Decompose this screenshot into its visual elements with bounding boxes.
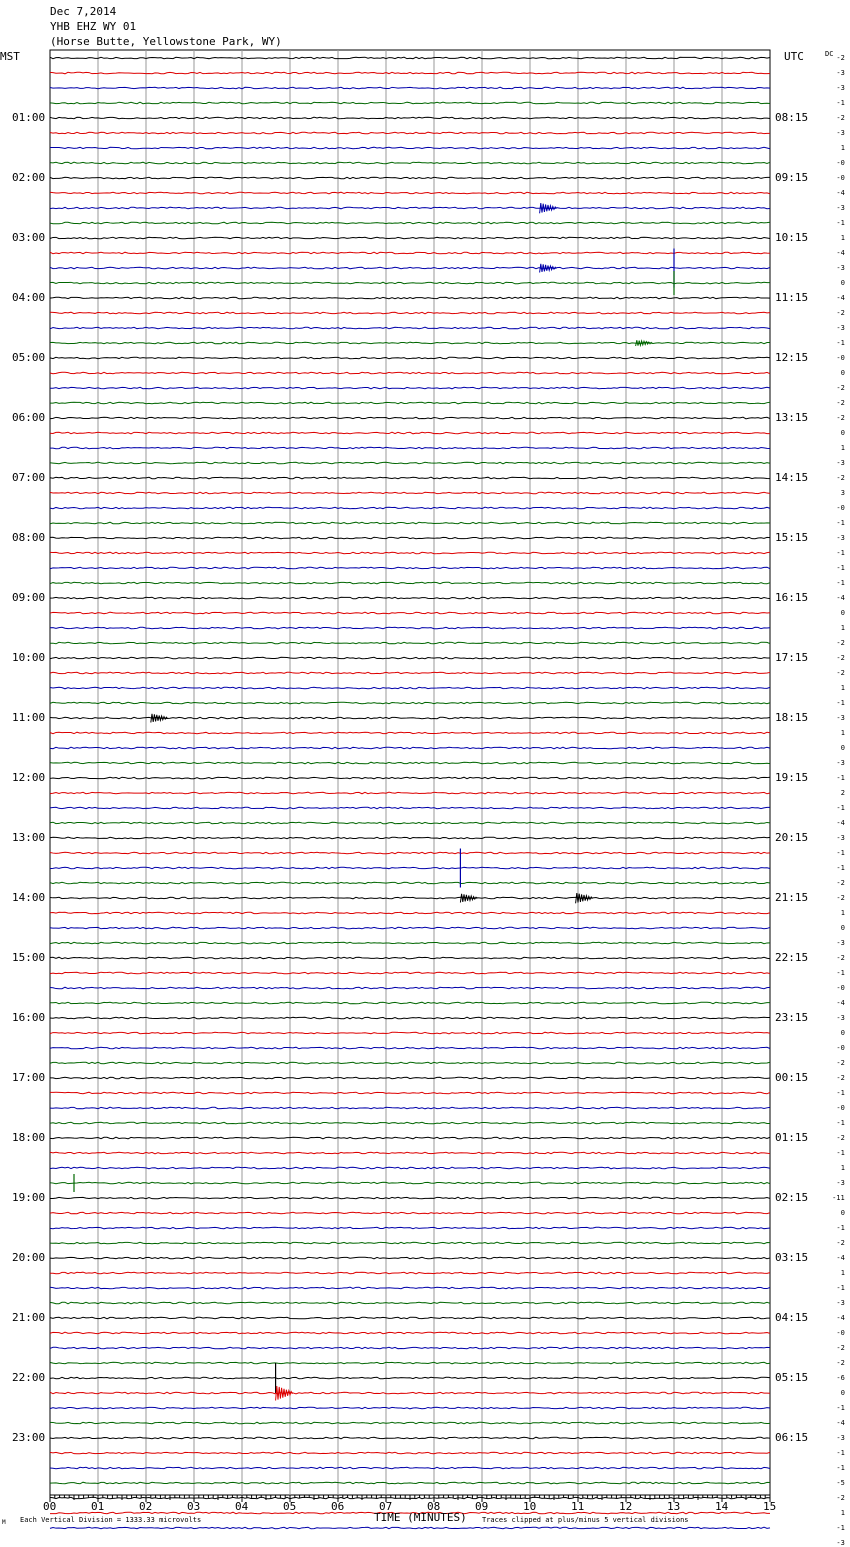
hour-label-utc: 16:15 (775, 591, 809, 604)
dc-offset-label: -2 (836, 654, 845, 662)
dc-offset-label: -1 (836, 339, 845, 347)
seismic-trace (50, 1167, 770, 1169)
x-tick-label: 05 (283, 1500, 297, 1513)
dc-offset-label: -4 (836, 1419, 845, 1427)
dc-offset-label: -3 (836, 714, 845, 722)
corner-mark: M (2, 1519, 6, 1526)
hour-label-utc: 21:15 (775, 891, 809, 904)
seismic-trace (50, 432, 770, 434)
dc-offset-label: -5 (836, 1479, 845, 1487)
seismic-trace (50, 702, 770, 704)
seismic-trace (50, 1302, 770, 1304)
seismic-trace (50, 1077, 770, 1079)
dc-offset-label: 0 (840, 744, 845, 752)
x-tick-label: 12 (619, 1500, 633, 1513)
seismic-trace (50, 1197, 770, 1199)
seismic-trace (50, 102, 770, 104)
dc-offset-label: -11 (832, 1194, 845, 1202)
seismic-trace (50, 1422, 770, 1424)
hour-label-utc: 01:15 (775, 1131, 809, 1144)
seismic-trace (50, 657, 770, 659)
seismic-trace (50, 1227, 770, 1229)
hour-label-utc: 15:15 (775, 531, 809, 544)
dc-offset-label: -3 (836, 939, 845, 947)
dc-offset-label: -0 (836, 1104, 845, 1112)
dc-offset-label: -3 (836, 204, 845, 212)
dc-offset-label: -2 (836, 114, 845, 122)
seismic-trace (50, 1107, 770, 1109)
dc-offset-label: -0 (836, 174, 845, 182)
hour-label-local: 14:00 (12, 891, 46, 904)
seismic-trace (50, 72, 770, 74)
dc-offset-label: -2 (836, 1344, 845, 1352)
seismic-trace (50, 1332, 770, 1334)
seismic-trace (50, 687, 770, 689)
seismic-trace (50, 897, 770, 899)
dc-label: DC (825, 50, 834, 58)
dc-offset-label: -4 (836, 819, 845, 827)
seismic-trace (50, 1527, 770, 1529)
dc-offset-label: 3 (840, 489, 845, 497)
seismic-trace (50, 162, 770, 164)
hour-label-utc: 05:15 (775, 1371, 809, 1384)
seismic-trace (50, 1122, 770, 1124)
dc-offset-label: -3 (836, 1539, 845, 1547)
seismic-trace (50, 282, 770, 284)
seismic-trace (50, 522, 770, 524)
event-wiggle (636, 340, 653, 346)
dc-offset-label: -3 (836, 69, 845, 77)
dc-offset-label: -1 (836, 519, 845, 527)
dc-offset-label: 0 (840, 279, 845, 287)
seismic-trace (50, 507, 770, 509)
plot-date: Dec 7,2014 (50, 5, 117, 18)
dc-offset-label: -1 (836, 774, 845, 782)
seismic-trace (50, 822, 770, 824)
seismic-trace (50, 642, 770, 644)
dc-offset-label: 1 (840, 1164, 845, 1172)
hour-label-utc: 20:15 (775, 831, 809, 844)
seismic-trace (50, 1317, 770, 1319)
x-axis-title: TIME (MINUTES) (374, 1511, 467, 1524)
dc-offset-label: -2 (836, 879, 845, 887)
dc-offset-label: -1 (836, 1284, 845, 1292)
hour-label-utc: 18:15 (775, 711, 809, 724)
dc-offset-label: 1 (840, 729, 845, 737)
dc-offset-label: 1 (840, 144, 845, 152)
seismic-trace (50, 1152, 770, 1154)
seismic-trace (50, 1002, 770, 1004)
seismic-trace (50, 672, 770, 674)
dc-offset-label: -3 (836, 459, 845, 467)
dc-offset-label: -2 (836, 414, 845, 422)
hour-label-utc: 12:15 (775, 351, 809, 364)
scale-note: Each Vertical Division = 1333.33 microvolts (20, 1516, 202, 1524)
dc-offset-label: -0 (836, 159, 845, 167)
x-tick-label: 14 (715, 1500, 729, 1513)
seismic-trace (50, 372, 770, 374)
seismic-trace (50, 462, 770, 464)
hour-label-utc: 04:15 (775, 1311, 809, 1324)
seismic-trace (50, 852, 770, 854)
dc-offset-label: 1 (840, 1509, 845, 1517)
seismic-trace (50, 477, 770, 479)
dc-offset-label: -1 (836, 699, 845, 707)
seismic-trace (50, 972, 770, 974)
seismic-trace (50, 537, 770, 539)
dc-offset-label: 1 (840, 444, 845, 452)
dc-offset-label: 1 (840, 234, 845, 242)
dc-offset-label: 0 (840, 369, 845, 377)
hour-label-local: 16:00 (12, 1011, 46, 1024)
dc-offset-label: -3 (836, 129, 845, 137)
hour-label-local: 17:00 (12, 1071, 46, 1084)
dc-offset-label: 1 (840, 624, 845, 632)
x-tick-label: 01 (91, 1500, 105, 1513)
seismic-trace (50, 117, 770, 119)
seismic-trace (50, 882, 770, 884)
seismic-trace (50, 1362, 770, 1364)
dc-offset-label: -1 (836, 1404, 845, 1412)
dc-offset-label: -3 (836, 759, 845, 767)
dc-offset-label: -2 (836, 1074, 845, 1082)
seismic-trace (50, 957, 770, 959)
dc-offset-label: -1 (836, 99, 845, 107)
seismic-trace (50, 1437, 770, 1439)
dc-offset-label: -0 (836, 984, 845, 992)
hour-label-local: 11:00 (12, 711, 46, 724)
dc-offset-label: -1 (836, 969, 845, 977)
dc-offset-label: -3 (836, 1179, 845, 1187)
dc-offset-label: -2 (836, 399, 845, 407)
seismic-trace (50, 387, 770, 389)
hour-label-utc: 19:15 (775, 771, 809, 784)
hour-label-local: 06:00 (12, 411, 46, 424)
seismic-trace (50, 567, 770, 569)
dc-offset-label: -1 (836, 1524, 845, 1532)
seismic-trace (50, 192, 770, 194)
dc-offset-label: -4 (836, 294, 845, 302)
hour-label-local: 20:00 (12, 1251, 46, 1264)
dc-offset-label: -3 (836, 834, 845, 842)
dc-offset-label: -1 (836, 1449, 845, 1457)
dc-offset-label: 0 (840, 1029, 845, 1037)
hour-label-local: 07:00 (12, 471, 46, 484)
dc-offset-label: -2 (836, 474, 845, 482)
dc-offset-label: -2 (836, 1059, 845, 1067)
dc-offset-label: 1 (840, 1269, 845, 1277)
hour-label-local: 08:00 (12, 531, 46, 544)
seismic-trace (50, 552, 770, 554)
seismic-trace (50, 1137, 770, 1139)
dc-offset-label: -1 (836, 804, 845, 812)
dc-offset-label: -0 (836, 354, 845, 362)
dc-offset-label: -1 (836, 1119, 845, 1127)
seismic-trace (50, 492, 770, 494)
hour-label-utc: 22:15 (775, 951, 809, 964)
dc-offset-label: -2 (836, 1359, 845, 1367)
seismic-trace (50, 1062, 770, 1064)
seismic-trace (50, 132, 770, 134)
dc-offset-label: -2 (836, 894, 845, 902)
hour-label-local: 21:00 (12, 1311, 46, 1324)
seismic-trace (50, 987, 770, 989)
hour-label-local: 23:00 (12, 1431, 46, 1444)
hour-label-utc: 17:15 (775, 651, 809, 664)
seismic-trace (50, 1017, 770, 1019)
seismic-trace (50, 177, 770, 179)
seismic-trace (50, 1452, 770, 1454)
seismic-trace (50, 1182, 770, 1184)
hour-label-local: 10:00 (12, 651, 46, 664)
seismic-trace (50, 627, 770, 629)
hour-label-local: 02:00 (12, 171, 46, 184)
station-id: YHB EHZ WY 01 (50, 20, 137, 33)
seismic-trace (50, 612, 770, 614)
hour-label-local: 01:00 (12, 111, 46, 124)
seismic-trace (50, 87, 770, 89)
dc-offset-label: -2 (836, 954, 845, 962)
dc-offset-label: -1 (836, 579, 845, 587)
seismic-trace (50, 267, 770, 269)
dc-offset-label: -0 (836, 1329, 845, 1337)
dc-offset-label: 0 (840, 429, 845, 437)
seismic-trace (50, 1032, 770, 1034)
x-tick-label: 03 (187, 1500, 201, 1513)
x-tick-label: 15 (763, 1500, 777, 1513)
seismic-trace (50, 762, 770, 764)
seismic-trace (50, 417, 770, 419)
hour-label-local: 13:00 (12, 831, 46, 844)
hour-label-local: 22:00 (12, 1371, 46, 1384)
hour-label-local: 03:00 (12, 231, 46, 244)
seismic-trace (50, 747, 770, 749)
hour-label-utc: 06:15 (775, 1431, 809, 1444)
hour-label-utc: 02:15 (775, 1191, 809, 1204)
hour-label-utc: 09:15 (775, 171, 809, 184)
hour-label-utc: 03:15 (775, 1251, 809, 1264)
dc-offset-label: -2 (836, 639, 845, 647)
hour-label-local: 15:00 (12, 951, 46, 964)
x-tick-label: 13 (667, 1500, 681, 1513)
seismic-trace (50, 807, 770, 809)
seismic-trace (50, 1377, 770, 1379)
hour-label-local: 05:00 (12, 351, 46, 364)
hour-label-utc: 08:15 (775, 111, 809, 124)
seismic-trace (50, 1407, 770, 1409)
seismic-trace (50, 327, 770, 329)
seismic-trace (50, 1482, 770, 1484)
hour-label-utc: 10:15 (775, 231, 809, 244)
seismic-trace (50, 927, 770, 929)
dc-offset-label: -4 (836, 189, 845, 197)
hour-label-local: 09:00 (12, 591, 46, 604)
x-tick-label: 04 (235, 1500, 249, 1513)
dc-offset-label: -2 (836, 1134, 845, 1142)
seismic-trace (50, 312, 770, 314)
seismic-trace (50, 207, 770, 209)
hour-label-local: 04:00 (12, 291, 46, 304)
seismic-trace (50, 867, 770, 869)
seismic-trace (50, 837, 770, 839)
dc-offset-label: -1 (836, 849, 845, 857)
seismic-trace (50, 357, 770, 359)
x-tick-label: 02 (139, 1500, 153, 1513)
x-tick-label: 00 (43, 1500, 57, 1513)
hour-label-utc: 11:15 (775, 291, 809, 304)
seismic-trace (50, 1092, 770, 1094)
seismic-trace (50, 1347, 770, 1349)
seismic-trace (50, 252, 770, 254)
dc-offset-label: -4 (836, 999, 845, 1007)
dc-offset-label: -3 (836, 534, 845, 542)
seismic-trace (50, 1257, 770, 1259)
dc-offset-label: -4 (836, 1254, 845, 1262)
right-timezone-label: UTC (784, 50, 804, 63)
seismic-trace (50, 912, 770, 914)
seismic-trace (50, 1047, 770, 1049)
dc-offset-label: 0 (840, 1209, 845, 1217)
dc-offset-label: -3 (836, 324, 845, 332)
plot-frame (50, 50, 770, 1495)
dc-offset-label: 2 (840, 789, 845, 797)
seismic-trace (50, 792, 770, 794)
x-tick-label: 08 (427, 1500, 441, 1513)
dc-offset-label: -4 (836, 249, 845, 257)
dc-offset-label: -1 (836, 864, 845, 872)
dc-offset-label: -2 (836, 309, 845, 317)
seismic-trace (50, 147, 770, 149)
hour-label-utc: 14:15 (775, 471, 809, 484)
dc-offset-label: -2 (836, 1239, 845, 1247)
x-tick-label: 11 (571, 1500, 585, 1513)
seismic-trace (50, 732, 770, 734)
dc-offset-label: -2 (836, 384, 845, 392)
dc-offset-label: -1 (836, 1149, 845, 1157)
clip-note: Traces clipped at plus/minus 5 vertical divisions (482, 1516, 689, 1524)
seismic-trace (50, 597, 770, 599)
left-timezone-label: MST (0, 50, 20, 63)
dc-offset-label: -3 (836, 1014, 845, 1022)
dc-offset-label: -2 (836, 1494, 845, 1502)
hour-label-utc: 13:15 (775, 411, 809, 424)
hour-label-utc: 00:15 (775, 1071, 809, 1084)
dc-offset-label: -4 (836, 594, 845, 602)
seismic-trace (50, 942, 770, 944)
dc-offset-label: -1 (836, 1464, 845, 1472)
seismic-trace (50, 1392, 770, 1394)
x-tick-label: 10 (523, 1500, 537, 1513)
dc-offset-label: 1 (840, 909, 845, 917)
dc-offset-label: -4 (836, 1314, 845, 1322)
dc-offset-label: -3 (836, 84, 845, 92)
dc-offset-label: 0 (840, 924, 845, 932)
seismic-trace (50, 237, 770, 239)
hour-label-local: 12:00 (12, 771, 46, 784)
seismic-trace (50, 777, 770, 779)
x-tick-label: 09 (475, 1500, 489, 1513)
dc-offset-label: -3 (836, 264, 845, 272)
dc-offset-label: -3 (836, 1299, 845, 1307)
dc-offset-label: -1 (836, 549, 845, 557)
dc-offset-label: -0 (836, 1044, 845, 1052)
dc-offset-label: -0 (836, 504, 845, 512)
dc-offset-label: -1 (836, 1224, 845, 1232)
seismic-trace (50, 447, 770, 449)
seismic-trace (50, 297, 770, 299)
seismic-trace (50, 222, 770, 224)
hour-label-local: 18:00 (12, 1131, 46, 1144)
dc-offset-label: -6 (836, 1374, 845, 1382)
hour-label-utc: 23:15 (775, 1011, 809, 1024)
seismic-trace (50, 57, 770, 59)
dc-offset-label: 0 (840, 1389, 845, 1397)
station-location: (Horse Butte, Yellowstone Park, WY) (50, 35, 282, 48)
seismic-trace (50, 1242, 770, 1244)
seismic-trace (50, 342, 770, 344)
dc-offset-label: -1 (836, 219, 845, 227)
dc-offset-label: 0 (840, 609, 845, 617)
dc-offset-label: -1 (836, 564, 845, 572)
hour-label-local: 19:00 (12, 1191, 46, 1204)
seismic-trace (50, 1467, 770, 1469)
seismic-trace (50, 1272, 770, 1274)
dc-offset-label: 1 (840, 684, 845, 692)
dc-offset-label: -2 (836, 54, 845, 62)
dc-offset-label: -1 (836, 1089, 845, 1097)
seismic-trace (50, 402, 770, 404)
x-tick-label: 06 (331, 1500, 345, 1513)
dc-offset-label: -3 (836, 1434, 845, 1442)
seismic-trace (50, 1212, 770, 1214)
dc-offset-label: -2 (836, 669, 845, 677)
seismic-trace (50, 582, 770, 584)
seismic-trace (50, 1287, 770, 1289)
x-tick-label: 07 (379, 1500, 393, 1513)
